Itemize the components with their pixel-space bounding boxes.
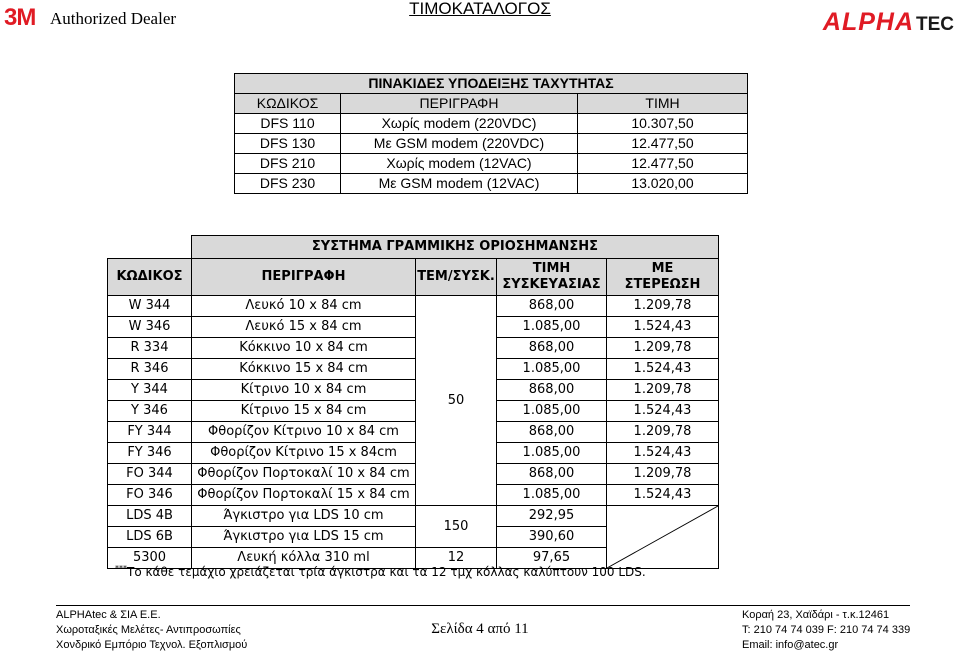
cell-fixing-price: 1.209,78 [607,296,719,317]
column-header-description: ΠΕΡΙΓΡΑΦΗ [341,94,578,114]
cell-code: Y 344 [108,380,192,401]
cell-description: Φθορίζον Πορτοκαλί 15 x 84 cm [192,485,416,506]
cell-code: FY 344 [108,422,192,443]
column-header-price: ΤΙΜΗ [578,94,748,114]
column-header-code: ΚΩΔΙΚΟΣ [108,259,192,296]
cell-price: 1.085,00 [497,359,607,380]
column-header-fixing-price [607,259,719,296]
alphatec-logo-main: ALPHA [822,8,914,36]
lane-marking-table [107,235,719,569]
cell-fixing-price: 1.524,43 [607,401,719,422]
cell-price: 868,00 [497,422,607,443]
cell-price: 390,60 [497,527,607,548]
table-row [108,296,719,317]
table-row [235,174,748,194]
table-row [108,401,719,422]
cell-code: FO 344 [108,464,192,485]
cell-pack-qty: 50 [416,296,497,506]
lane-marking-table-title: ΣΥΣΤΗΜΑ ΓΡΑΜΜΙΚΗΣ ΟΡΙΟΣΗΜΑΝΣΗΣ [192,236,719,259]
cell-description: Φθορίζον Κίτρινο 15 x 84cm [192,443,416,464]
table-row [108,464,719,485]
alphatec-logo [823,10,954,38]
cell-description: Χωρίς modem (220VDC) [341,114,578,134]
pack-price-line-1: ΤΙΜΗ [532,261,571,276]
footnote [115,561,646,580]
cell-description: Άγκιστρο για LDS 15 cm [192,527,416,548]
cell-fixing-price: 1.524,43 [607,443,719,464]
cell-price: 13.020,00 [578,174,748,194]
cell-description: Με GSM modem (12VAC) [341,174,578,194]
cell-description: Χωρίς modem (12VAC) [341,154,578,174]
cell-price: 12.477,50 [578,154,748,174]
authorized-dealer-label: Authorized Dealer [50,9,177,28]
cell-fixing-price: 1.524,43 [607,485,719,506]
table-row [108,485,719,506]
cell-code: 5300 [108,548,192,569]
cell-description: Κόκκινο 15 x 84 cm [192,359,416,380]
footer-contact [742,608,910,653]
cell-code: DFS 210 [235,154,341,174]
cell-code: FO 346 [108,485,192,506]
footer-phone: Τ: 210 74 74 039 F: 210 74 74 339 [742,624,911,636]
cell-fixing-price: 1.524,43 [607,359,719,380]
cell-pack-qty: 150 [416,506,497,548]
column-header-code: ΚΩΔΙΚΟΣ [235,94,341,114]
cell-code: W 344 [108,296,192,317]
cell-code: DFS 110 [235,114,341,134]
cell-description: Λευκό 15 x 84 cm [192,317,416,338]
3m-logo: 3M [4,4,36,31]
cell-description: Κίτρινο 15 x 84 cm [192,401,416,422]
table-row [108,359,719,380]
cell-description: Με GSM modem (220VDC) [341,134,578,154]
cell-price: 868,00 [497,296,607,317]
cell-price: 1.085,00 [497,485,607,506]
cell-code: FY 346 [108,443,192,464]
cell-price: 10.307,50 [578,114,748,134]
table-row [108,422,719,443]
diagonal-strike [607,506,718,568]
cell-price: 97,65 [497,548,607,569]
column-header-pack: ΤΕΜ/ΣΥΣΚ. [416,259,497,296]
cell-code: W 346 [108,317,192,338]
fixing-price-line-1: ΜΕ [651,261,674,276]
cell-fixing-price: 1.209,78 [607,380,719,401]
cell-description: Λευκό 10 x 84 cm [192,296,416,317]
document-title: ΤΙΜΟΚΑΤΑΛΟΓΟΣ [409,0,551,18]
column-header-pack-price [497,259,607,296]
footnote-text: Το κάθε τεμάχιο χρειάζεται τρία άγκιστρα και τα 12 τμχ κόλλας καλύπτουν 100 LDS. [127,565,646,579]
table-row [108,443,719,464]
footer-email: Email: info@atec.gr [742,639,839,651]
cell-code: DFS 230 [235,174,341,194]
table-row [108,380,719,401]
cell-fixing-price: 1.209,78 [607,422,719,443]
cell-fixing-price: 1.209,78 [607,338,719,359]
cell-description: Φθορίζον Πορτοκαλί 10 x 84 cm [192,464,416,485]
cell-price: 868,00 [497,464,607,485]
cell-price: 1.085,00 [497,443,607,464]
footer-company-line-2: Χωροταξικές Μελέτες- Αντιπροσωπίες [56,624,241,636]
cell-code: Y 346 [108,401,192,422]
cell-code: DFS 130 [235,134,341,154]
footnote-mark: *** [115,564,127,573]
cell-price: 868,00 [497,380,607,401]
pack-price-line-2: ΣΥΣΚΕΥΑΣΙΑΣ [502,277,601,292]
cell-code: R 334 [108,338,192,359]
cell-price: 1.085,00 [497,317,607,338]
cell-description: Άγκιστρο για LDS 10 cm [192,506,416,527]
cell-price: 1.085,00 [497,401,607,422]
cell-code: LDS 6B [108,527,192,548]
table-row [108,506,719,527]
cell-description: Κόκκινο 10 x 84 cm [192,338,416,359]
table-row [235,114,748,134]
footer-divider [56,605,910,606]
speed-signs-table-title: ΠΙΝΑΚΙΔΕΣ ΥΠΟΔΕΙΞΗΣ ΤΑΧΥΤΗΤΑΣ [235,74,748,94]
alphatec-logo-suffix: TEC [916,14,954,35]
cell-code: LDS 4B [108,506,192,527]
footer-company-name: ALPHAtec & ΣΙΑ Ε.Ε. [56,609,161,621]
page-number: Σελίδα 4 από 11 [431,621,529,637]
footer-address: Κοραή 23, Χαϊδάρι - τ.κ.12461 [742,609,890,621]
column-header-description: ΠΕΡΙΓΡΑΦΗ [192,259,416,296]
cell-price: 292,95 [497,506,607,527]
cell-fixing-price-empty [607,506,719,569]
cell-description: Κίτρινο 10 x 84 cm [192,380,416,401]
table-row [108,317,719,338]
cell-pack-qty: 12 [416,548,497,569]
table-row [235,154,748,174]
cell-price: 868,00 [497,338,607,359]
speed-signs-table [234,73,748,194]
cell-fixing-price: 1.524,43 [607,317,719,338]
cell-price: 12.477,50 [578,134,748,154]
cell-code: R 346 [108,359,192,380]
table-row [235,134,748,154]
fixing-price-line-2: ΣΤΕΡΕΩΣΗ [624,277,701,292]
cell-fixing-price: 1.209,78 [607,464,719,485]
cell-description: Λευκή κόλλα 310 ml [192,548,416,569]
cell-description: Φθορίζον Κίτρινο 10 x 84 cm [192,422,416,443]
table-row [108,338,719,359]
footer-company-line-3: Χονδρικό Εμπόριο Τεχνολ. Εξοπλισμού [56,639,248,651]
